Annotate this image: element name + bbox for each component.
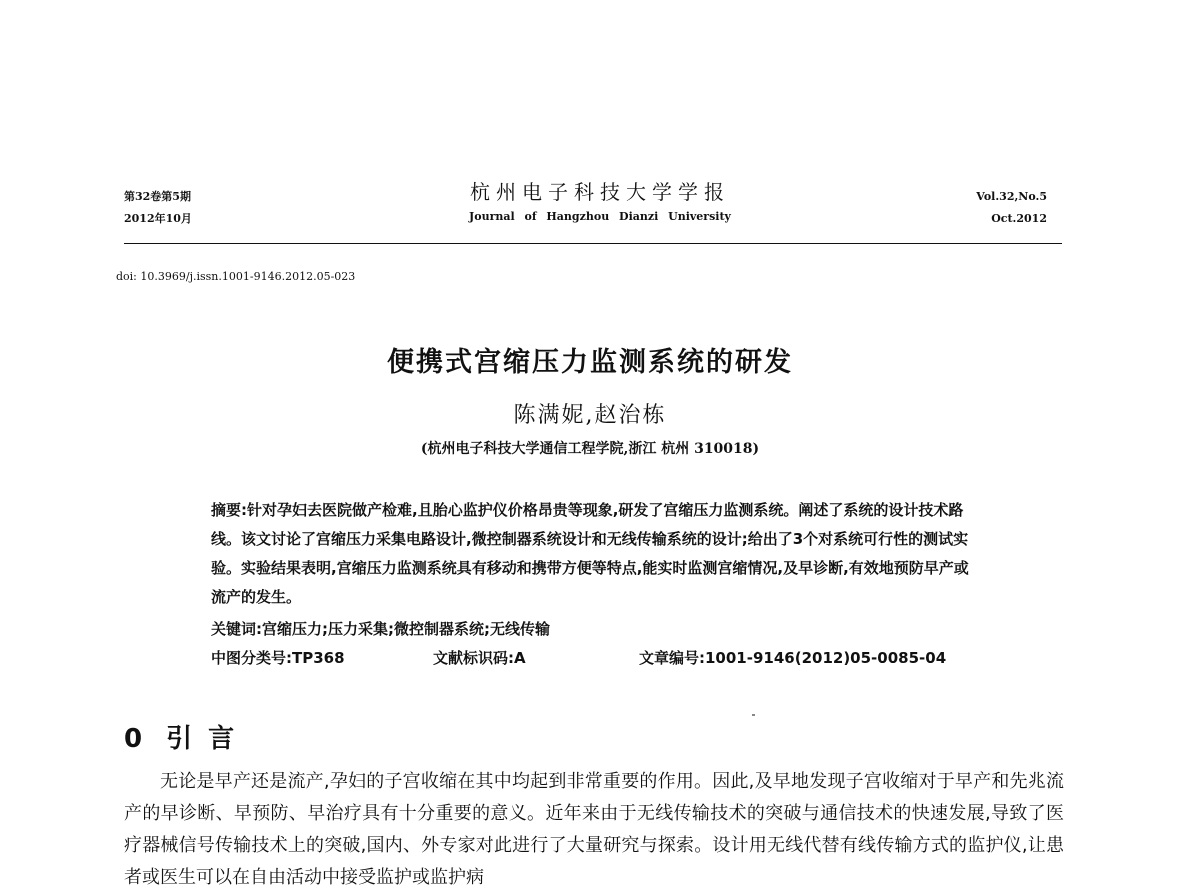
journal-title-en: Journal of Hangzhou Dianzi University [469,210,731,223]
header-center [350,178,850,226]
header-rule [124,243,1062,244]
article-number: 文章编号:1001-9146(2012)05-0085-04 [639,649,947,667]
volume-issue-en: Vol.32,No.5 [976,190,1047,203]
doi-line: doi: 10.3969/j.issn.1001-9146.2012.05-023 [116,270,356,283]
abstract-label: 摘要: [211,501,247,519]
abstract [211,496,981,612]
body-text [124,766,1064,894]
authors: 陈满妮,赵治栋 [513,403,667,428]
header-right [976,186,1047,230]
abstract-text: 针对孕妇去医院做产检难,且胎心监护仪价格昂贵等现象,研发了宫缩压力监测系统。阐述了系统的设计技术路线。该文讨论了宫缩压力采集电路设计,微控制器系统设计和无线传输系统的设计;给出了3个对系统可行性的测试实验。实验结果表明,宫缩压力监测系统具有移动和携带方便等特点,能实时监测宫缩情况,及早诊断,有效地预防早产或流产的发生。 [211,501,969,606]
header-left [124,186,192,230]
section-title: 引言 [166,724,251,754]
date-cn: 2012年10月 [124,212,192,225]
keywords-text: 宫缩压力;压力采集;微控制器系统;无线传输 [262,620,550,638]
volume-issue-cn: 第32卷第5期 [124,190,191,203]
section-number: 0 [124,724,143,754]
scan-speck [752,714,755,716]
clc-number: 中图分类号:TP368 [211,649,345,667]
article-title: 便携式宫缩压力监测系统的研发 [387,347,793,378]
keywords-label: 关键词: [211,620,262,638]
body-paragraph: 无论是早产还是流产,孕妇的子宫收缩在其中均起到非常重要的作用。因此,及早地发现子宫收缩对于早产和先兆流产的早诊断、早预防、早治疗具有十分重要的意义。近年来由于无线传输技术的突破与通信技术的快速发展,导致了医疗器械信号传输技术上的突破,国内、外专家对此进行了大量研究与探索。设计用无线代替有线传输方式的监护仪,让患者或医生可以在自由活动中接受监护或监护病 [124,771,1064,888]
date-en: Oct.2012 [991,212,1047,225]
journal-title-cn: 杭州电子科技大学学报 [470,180,730,204]
document-code: 文献标识码:A [433,649,526,667]
affiliation: (杭州电子科技大学通信工程学院,浙江 杭州 310018) [420,441,760,457]
section-heading [124,718,250,755]
keywords [211,618,550,639]
